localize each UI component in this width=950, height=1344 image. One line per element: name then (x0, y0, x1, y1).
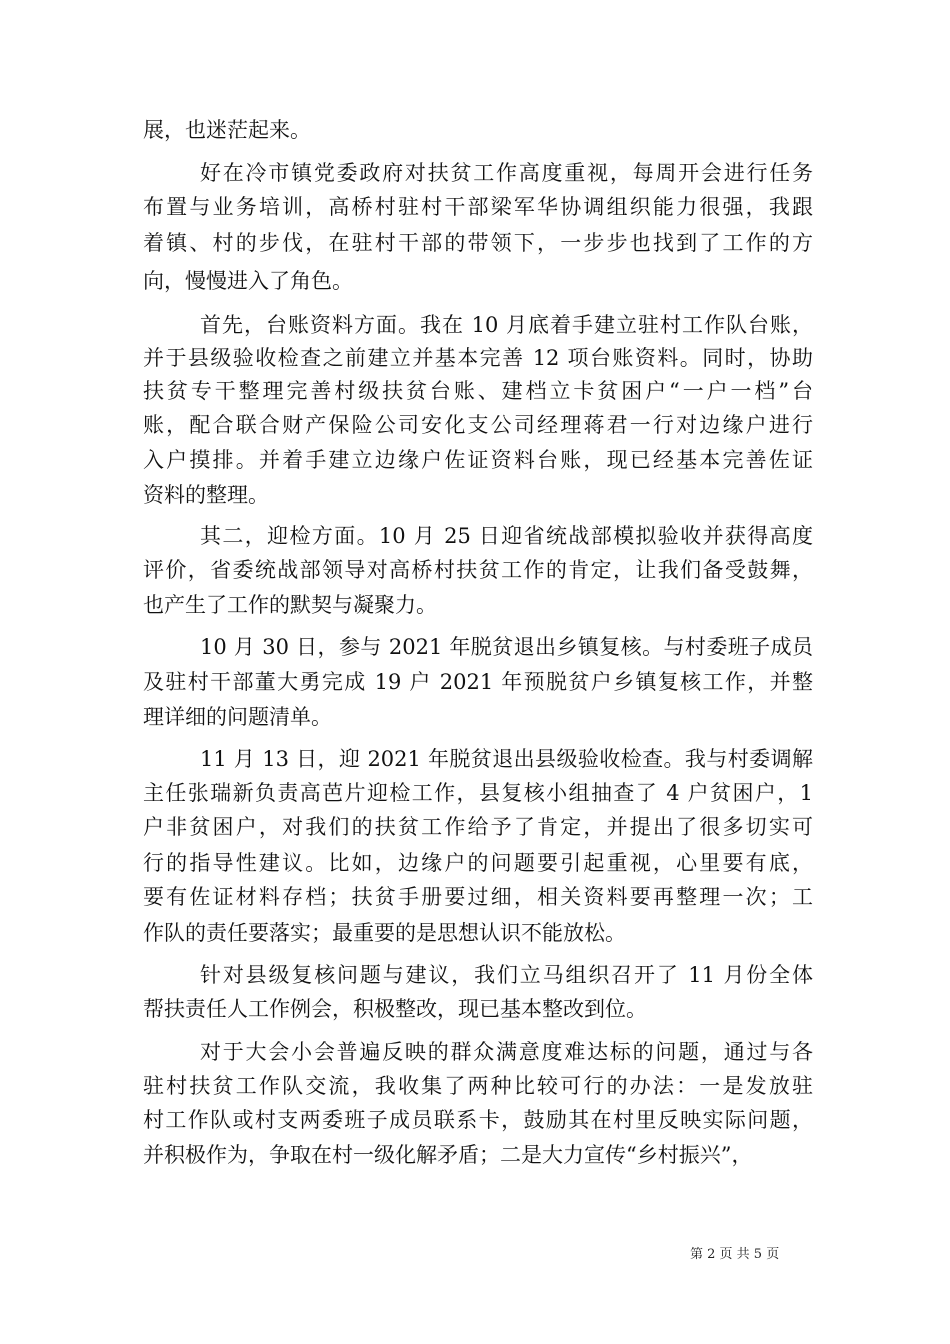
text-line: 扶贫专干整理完善村级扶贫台账、建档立卡贫困户“一户一档”台 (143, 379, 813, 403)
text-line: 驻村扶贫工作队交流，我收集了两种比较可行的办法：一是发放驻 (143, 1074, 813, 1098)
text-line: 展，也迷茫起来。 (143, 118, 311, 142)
text-line: 理详细的问题清单。 (143, 705, 332, 729)
text-line: 并积极作为，争取在村一级化解矛盾；二是大力宣传“乡村振兴”， (143, 1143, 753, 1167)
text-line: 行的指导性建议。比如，边缘户的问题要引起重视，心里要有底， (143, 851, 813, 875)
text-line: 11 月 13 日，迎 2021 年脱贫退出县级验收检查。我与村委调解 (200, 747, 813, 771)
text-line: 也产生了工作的默契与凝聚力。 (143, 593, 437, 617)
text-line: 针对县级复核问题与建议，我们立马组织召开了 11 月份全体 (200, 963, 813, 987)
text-line: 入户摸排。并着手建立边缘户佐证资料台账，现已经基本完善佐证 (143, 448, 813, 472)
text-line: 好在冷市镇党委政府对扶贫工作高度重视，每周开会进行任务 (200, 161, 813, 185)
text-line: 户非贫困户，对我们的扶贫工作给予了肯定，并提出了很多切实可 (143, 815, 813, 839)
text-line: 10 月 30 日，参与 2021 年脱贫退出乡镇复核。与村委班子成员 (200, 635, 813, 659)
page-number: 第 2 页 共 5 页 (690, 1247, 780, 1262)
text-line: 资料的整理。 (143, 483, 269, 507)
text-line: 账，配合联合财产保险公司安化支公司经理蒋君一行对边缘户进行 (143, 413, 813, 437)
text-line: 其二，迎检方面。10 月 25 日迎省统战部模拟验收并获得高度 (200, 524, 813, 548)
text-line: 并于县级验收检查之前建立并基本完善 12 项台账资料。同时，协助 (143, 346, 813, 370)
text-line: 作队的责任要落实；最重要的是思想认识不能放松。 (143, 921, 626, 945)
text-line: 首先，台账资料方面。我在 10 月底着手建立驻村工作队台账， (200, 313, 813, 337)
text-line: 布置与业务培训，高桥村驻村干部梁军华协调组织能力很强，我跟 (143, 195, 813, 219)
text-line: 及驻村干部董大勇完成 19 户 2021 年预脱贫户乡镇复核工作，并整 (143, 670, 813, 694)
text-line: 对于大会小会普遍反映的群众满意度难达标的问题，通过与各 (200, 1040, 813, 1064)
text-line: 主任张瑞新负责高芭片迎检工作，县复核小组抽查了 4 户贫困户，1 (143, 781, 813, 805)
text-line: 向，慢慢进入了角色。 (143, 269, 353, 293)
text-line: 要有佐证材料存档；扶贫手册要过细，相关资料要再整理一次；工 (143, 885, 813, 909)
text-line: 评价，省委统战部领导对高桥村扶贫工作的肯定，让我们备受鼓舞， (143, 558, 813, 582)
text-line: 着镇、村的步伐，在驻村干部的带领下，一步步也找到了工作的方 (143, 231, 813, 255)
text-line: 村工作队或村支两委班子成员联系卡，鼓励其在村里反映实际问题， (143, 1108, 813, 1132)
text-line: 帮扶责任人工作例会，积极整改，现已基本整改到位。 (143, 997, 647, 1021)
